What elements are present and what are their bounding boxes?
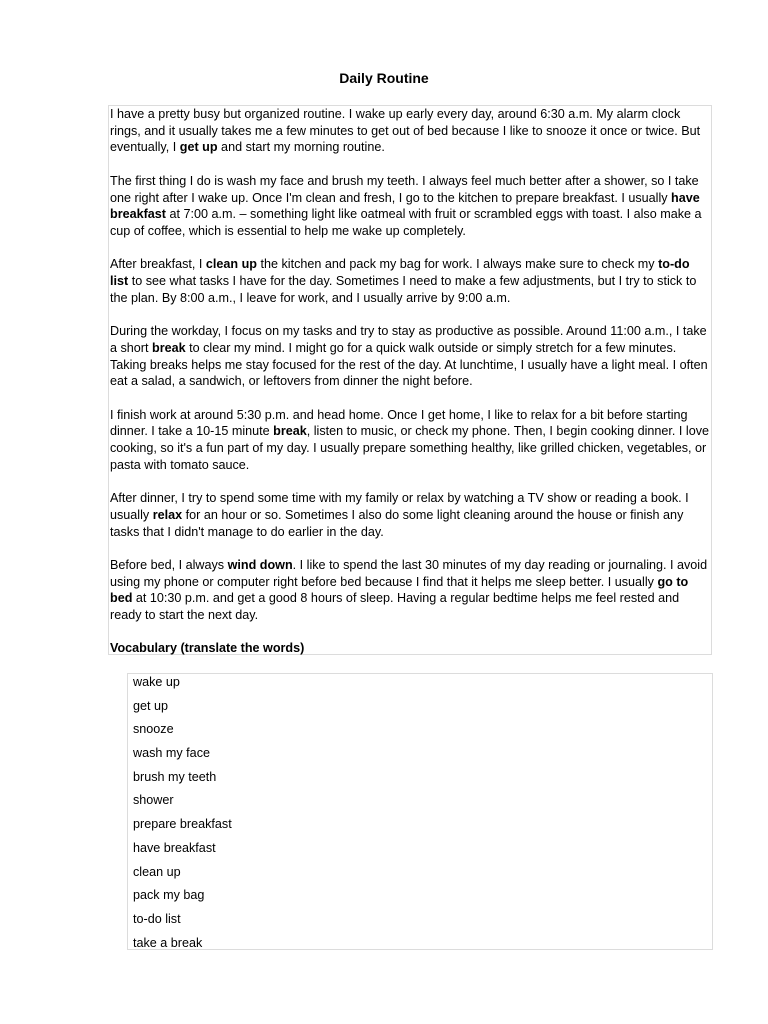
page-title: Daily Routine xyxy=(339,70,429,86)
vocabulary-item: wash my face xyxy=(133,746,210,761)
bold-phrase: relax xyxy=(152,507,183,522)
story-paragraph xyxy=(110,323,710,390)
vocabulary-item: clean up xyxy=(133,864,181,879)
text-run: for an hour or so. Sometimes I also do some light cleaning around the house or finish any tasks that I didn't manage to do earlier in the day. xyxy=(110,507,684,539)
text-run: to clear my mind. I might go for a quick walk outside or simply stretch for a few minutes. Taking breaks helps me stay focused for the rest of the day. At lunchtime, I usually have a light meal. I often eat a salad, a sandwich, or leftovers from dinner the night before. xyxy=(110,340,708,389)
story-paragraph xyxy=(110,557,710,624)
bold-phrase: wind down xyxy=(227,557,293,572)
text-run: I have a pretty busy but organized routine. I wake up early every day, around 6:30 a.m. My alarm clock rings, and it usually takes me a few minutes to get out of bed because I like to snooze it once or twice. But eventually, I xyxy=(110,107,701,155)
story-paragraph xyxy=(110,256,710,306)
text-run: at 7:00 a.m. – something light like oatmeal with fruit or scrambled eggs with toast. I also make a cup of coffee, which is essential to help me wake up completely. xyxy=(110,207,702,238)
vocabulary-list xyxy=(128,674,712,958)
vocabulary-item: have breakfast xyxy=(133,840,216,855)
bold-phrase: to-do list xyxy=(110,257,690,288)
bold-phrase: have breakfast xyxy=(110,190,700,222)
story-paragraph xyxy=(110,407,710,474)
vocabulary-item: get up xyxy=(133,698,169,713)
text-run: During the workday, I focus on my tasks and try to stay as productive as possible. Around 11:00 a.m., I take a short xyxy=(110,324,707,355)
vocabulary-item: snooze xyxy=(133,722,174,737)
story-paragraph xyxy=(110,106,710,156)
vocabulary-item: wake up xyxy=(133,675,180,689)
bold-phrase: break xyxy=(152,340,186,355)
text-run: The first thing I do is wash my face and brush my teeth. I always feel much better after a shower, so I take one right after I wake up. Once I'm clean and fresh, I go to the kitchen to prepare breakfast. I usually xyxy=(110,173,699,205)
text-run: at 10:30 p.m. and get a good 8 hours of sleep. Having a regular bedtime helps me feel rested and ready to start the next day. xyxy=(110,591,680,622)
story-paragraph xyxy=(110,490,710,540)
text-run: to see what tasks I have for the day. Sometimes I need to make a few adjustments, but I try to stick to the plan. By 8:00 a.m., I leave for work, and I usually arrive by 9:00 a.m. xyxy=(110,274,697,305)
text-run: , listen to music, or check my phone. Then, I begin cooking dinner. I love cooking, so it's a fun part of my day. I usually prepare something healthy, like grilled chicken, vegetables, or pasta with tomato sauce. xyxy=(110,424,710,472)
story-paragraphs xyxy=(110,106,710,624)
vocabulary-list-box xyxy=(127,673,713,950)
vocabulary-item: take a break xyxy=(133,935,203,950)
text-run: . I like to spend the last 30 minutes of my day reading or journaling. I avoid using my phone or computer right before bed because I find that it helps me sleep better. I usually xyxy=(110,557,708,589)
bold-phrase: go to bed xyxy=(110,574,689,606)
text-run: After breakfast, I xyxy=(110,257,206,272)
vocabulary-item: pack my bag xyxy=(133,888,205,903)
text-run: After dinner, I try to spend some time with my family or relax by watching a TV show or reading a book. I usually xyxy=(110,491,689,522)
bold-phrase: clean up xyxy=(205,257,257,272)
story-text-box xyxy=(108,105,712,655)
text-run: Before bed, I always xyxy=(110,557,228,572)
bold-phrase: get up xyxy=(179,140,218,155)
bold-phrase: break xyxy=(273,424,307,439)
vocabulary-item: brush my teeth xyxy=(133,769,217,784)
text-run: I finish work at around 5:30 p.m. and head home. Once I get home, I like to relax for a bit before starting dinner. I take a 10-15 minute xyxy=(110,407,688,439)
text-run: and start my morning routine. xyxy=(217,140,385,155)
text-run: the kitchen and pack my bag for work. I always make sure to check my xyxy=(257,257,659,272)
vocabulary-heading: Vocabulary (translate the words) xyxy=(110,641,305,656)
vocabulary-item: prepare breakfast xyxy=(133,817,232,832)
story-paragraph xyxy=(110,173,710,240)
vocabulary-item: shower xyxy=(133,793,174,808)
vocabulary-item: to-do list xyxy=(133,911,181,926)
